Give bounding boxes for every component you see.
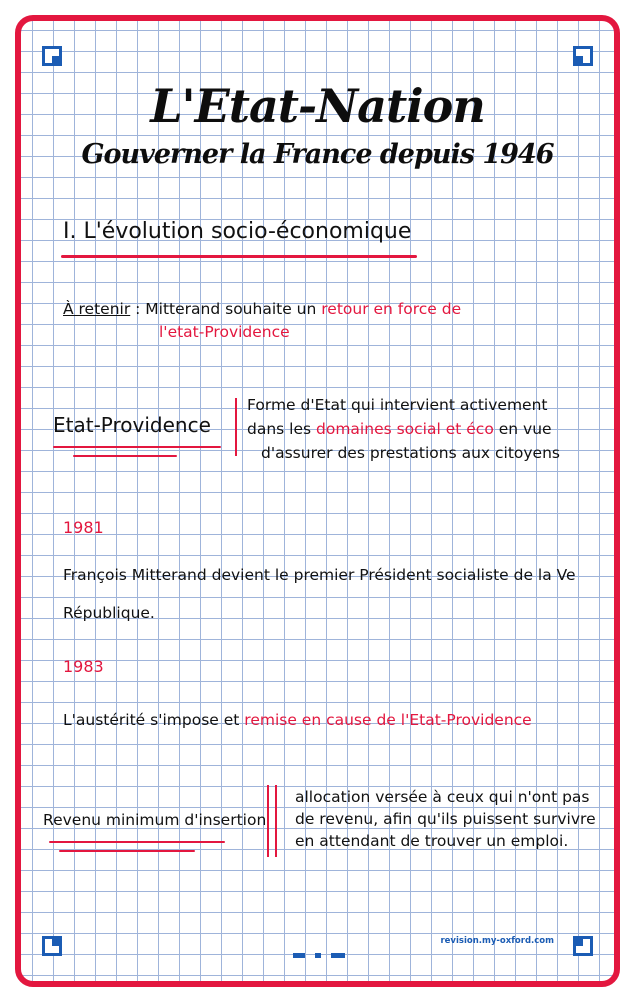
retenir-separator: : bbox=[130, 300, 146, 318]
retenir-highlight-2: l'etat-Providence bbox=[159, 323, 290, 341]
definition-line: en vue bbox=[493, 420, 552, 438]
definition-divider bbox=[235, 398, 237, 456]
definition-divider bbox=[267, 785, 269, 857]
term-underline bbox=[59, 850, 195, 852]
timeline-event-text: L'austérité s'impose et bbox=[63, 711, 245, 729]
key-takeaway bbox=[63, 298, 543, 344]
definition-text: allocation versée à ceux qui n'ont pas de revenu, afin qu'ils puissent survivre en attendant de trouver un emploi. bbox=[295, 788, 596, 850]
page-subtitle: Gouverner la France depuis 1946 bbox=[81, 139, 554, 170]
definition-line: dans les bbox=[247, 420, 317, 438]
corner-bracket-icon bbox=[42, 936, 62, 956]
corner-bracket-icon bbox=[42, 46, 62, 66]
corner-bracket-icon bbox=[573, 936, 593, 956]
retenir-label: À retenir bbox=[63, 300, 131, 318]
definition-term: Revenu minimum d'insertion bbox=[43, 811, 267, 829]
section-heading: I. L'évolution socio-économique bbox=[63, 219, 412, 244]
definition-divider bbox=[275, 785, 277, 857]
footer-marks bbox=[293, 943, 355, 962]
retenir-highlight: retour en force de bbox=[321, 300, 462, 318]
timeline-year: 1983 bbox=[63, 657, 104, 676]
corner-bracket-icon bbox=[573, 46, 593, 66]
definition-line: d'assurer des prestations aux citoyens bbox=[261, 444, 560, 462]
timeline-year: 1981 bbox=[63, 518, 104, 537]
footer-url[interactable]: revision.my-oxford.com bbox=[440, 936, 554, 946]
definition-term: Etat-Providence bbox=[53, 413, 211, 437]
definition-highlight: domaines social et éco bbox=[316, 420, 494, 438]
term-underline bbox=[73, 455, 177, 457]
timeline-event: François Mitterand devient le premier Président socialiste de la Ve République. bbox=[63, 566, 576, 622]
definition-line: Forme d'Etat qui intervient activement bbox=[247, 396, 548, 414]
timeline-event-highlight: remise en cause de l'Etat-Providence bbox=[244, 711, 532, 729]
note-card bbox=[15, 15, 620, 987]
term-underline bbox=[49, 841, 225, 843]
definition-text bbox=[247, 393, 597, 465]
timeline-event bbox=[63, 701, 593, 739]
term-underline bbox=[53, 446, 221, 448]
section-underline bbox=[61, 255, 417, 258]
page-title: L'Etat-Nation bbox=[150, 79, 485, 133]
retenir-text: Mitterand souhaite un bbox=[145, 300, 322, 318]
